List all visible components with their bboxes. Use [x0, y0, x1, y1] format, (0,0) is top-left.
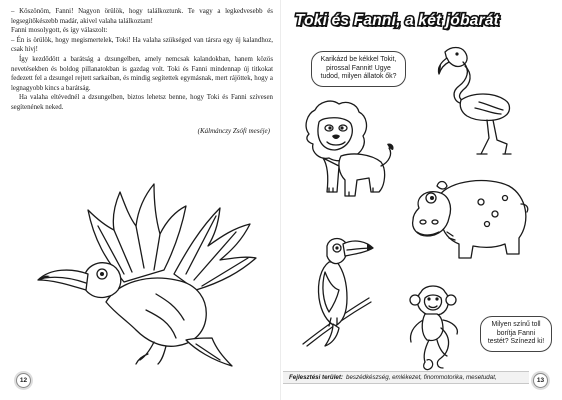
page-title: Toki és Fanni, a két jóbarát [295, 12, 499, 29]
development-area-footer [283, 371, 529, 384]
toucan-perched-icon [299, 232, 374, 352]
story-paragraph-2: Fanni mosolygott, és így válaszolt: [11, 27, 108, 35]
lion-icon [301, 100, 396, 210]
story-paragraph-1: – Köszönöm, Fanni! Nagyon örülök, hogy találkoztunk. Te vagy a legkedvesebb és legsegítőkészebb madár, akivel valaha találkoztam! [11, 8, 273, 25]
story-paragraph-5: Ha valaha eltévednél a dzsungelben, biztos lehetsz benne, hogy Toki és Fanni szívesen segítenének neked. [11, 94, 273, 111]
toucan-flying-icon [36, 170, 266, 370]
story-paragraph-4: Így kezdődött a barátság a dzsungelben, amely nemcsak kalandokban, hanem közös nevetésekben és boldog pillanatokban is gazdag volt. Toki és Fanni mindennap új titkokat fedezett fel a dzsungel rejtett sarkaiban, és mindig segítettek egymásnak, mert rájöttek, hogy a legnagyobb kincs a barátság. [11, 55, 273, 92]
page-number-right: 13 [533, 373, 548, 388]
instruction-bubble-top: Karikázd be kékkel Tokit, pirossal Fannit! Ugye tudod, milyen állatok ők? [311, 51, 406, 87]
story-text [11, 7, 273, 113]
page-number-left: 12 [16, 373, 31, 388]
story-paragraph-3: – Én is örülök, hogy megismertelek, Toki! Ha valaha szükséged van társra egy új kalandhoz, csak hívj! [11, 36, 273, 54]
hippo-icon [409, 174, 534, 274]
flamingo-icon [431, 44, 521, 164]
instruction-bubble-bottom: Milyen színű toll borítja Fanni testét? Színezd ki! [480, 316, 552, 352]
monkey-icon [401, 282, 471, 372]
footer-text: beszédkészség, emlékezet, finommotorika, mesetudat, [346, 374, 497, 381]
footer-label: Fejlesztési terület: [289, 374, 343, 381]
right-page [281, 0, 562, 400]
story-author: (Kálmánczy Zsófi meséje) [197, 127, 270, 135]
